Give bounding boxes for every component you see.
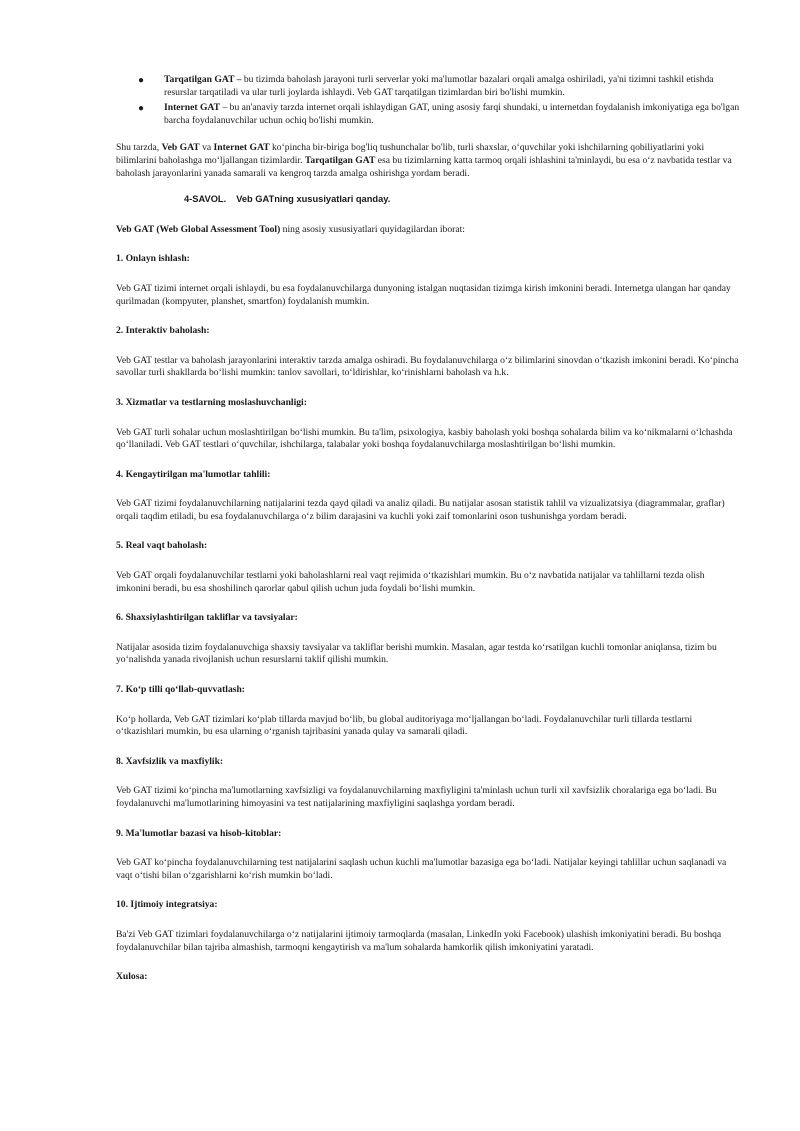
section-body: Ba'zi Veb GAT tizimlari foydalanuvchilarga o‘z natijalarini ijtimoiy tarmoqlarda (masalan, LinkedIn yoki Facebook) ulashish imkoniyatini beradi. Bu boshqa foydalanuvchilar bilan tajriba almashish, tarmoqni kengaytirish va ma'lum sohalarda hamkorlik qilish imkoniyatini yaratadi. (116, 928, 722, 953)
summary-bold: Internet GAT (213, 142, 270, 154)
section-heading: 1. Onlayn ishlash: (116, 253, 190, 265)
definition-term: Internet GAT (164, 102, 221, 114)
section-body: Veb GAT orqali foydalanuvchilar testlarni yoki baholashlarni real vaqt rejimida o‘tkazishlari mumkin. Bu o‘z navbatida natijalar va tahlillarni tezda olish imkonini beradi, bu esa shoshilinch qarorlar qabul qilish uchun juda foydali bo‘lishi mumkin. (116, 570, 705, 594)
section-body: Veb GAT tizimi ko‘pincha ma'lumotlarning xavfsizligi va foydalanuvchilarning maxfiyligini ta'minlash uchun turli xil xavfsizlik choralariga ega bo‘ladi. Bu foydalanuvchi ma'lumotlarining himoyasini va test natijalarining maxfiyligini saqlashga yordam beradi. (116, 785, 717, 809)
summary-bold: Tarqatilgan GAT (304, 154, 376, 166)
section-body: Veb GAT tizimi internet orqali ishlaydi, bu esa foydalanuvchilarga dunyoning istalgan nuqtasidan tizimga kirish imkonini beradi. Internetga ulangan har qanday qurilmadan (kompyuter, planshet, smartfon) foydalanish mumkin. (116, 282, 731, 307)
intro-paragraph (116, 224, 740, 237)
section-heading: 4. Kengaytirilgan ma'lumotlar tahlili: (116, 468, 271, 480)
summary-text: Shu tarzda, (116, 142, 162, 154)
bullet-icon: ● (138, 75, 145, 86)
summary-text: va (199, 142, 214, 154)
section-body: Veb GAT testlar va baholash jarayonlarini interaktiv tarzda amalga oshiradi. Bu foydalanuvchilarga o‘z bilimlarini sinovdan o‘tkazish imkonini beradi. Ko‘pincha savollar turli shakllarda bo‘lishi mumkin: tanlov savollari, to‘ldirishlar, ko‘rinishlarni baholash va h.k. (116, 354, 739, 379)
section-heading: 9. Ma'lumotlar bazasi va hisob-kitoblar: (116, 827, 282, 839)
section-heading: 6. Shaxsiylashtirilgan takliflar va tavsiyalar: (116, 612, 298, 624)
question-heading (184, 193, 740, 206)
summary-text: esa bu tizimlarning katta tarmoq orqali ishlashini ta'minlaydi, bu esa o‘z navbatida testlar va baholash jarayonlarini yanada samarali va kengroq tarzda amalga oshirishga yordam beradi. (116, 154, 732, 179)
section-heading: 2. Interaktiv baholash: (116, 325, 210, 337)
section-body: Ko‘p hollarda, Veb GAT tizimlari ko‘plab tillarda mavjud bo‘lib, bu global auditoriyaga mo‘ljallangan bo‘ladi. Foydalanuvchilar turli tillarda testlarni o‘tkazishlari mumkin, bu esa ularning o‘rganish tajribasini yanada qulay va samarali qiladi. (116, 713, 693, 738)
section-heading: 10. Ijtimoiy integratsiya: (116, 899, 218, 911)
summary-paragraph (116, 142, 740, 180)
intro-text: ning asosiy xususiyatlari quyidagilardan iborat: (280, 223, 465, 235)
summary-bold: Veb GAT (161, 142, 200, 154)
section-heading: 5. Real vaqt baholash: (116, 540, 208, 552)
conclusion-heading: Xulosa: (116, 971, 148, 983)
section-heading: 7. Ko‘p tilli qo‘llab-quvvatlash: (116, 684, 246, 696)
bullet-icon: ● (138, 103, 145, 115)
section-body: Veb GAT ko‘pincha foydalanuvchilarning test natijalarini saqlash uchun kuchli ma'lumotlar bazasiga ega bo‘ladi. Natijalar keyingi tahlillar uchun saqlanadi va vaqt o‘tishi bilan o‘zgarishlarni ko‘rish mumkin bo‘ladi. (116, 857, 727, 881)
summary-text: ko‘pincha bir-biriga bog'liq tushunchalar bo'lib, turli shaxslar, o‘quvchilar yoki ishchilarning qobiliyatlarini yoki bilimlarini baholashga mo‘ljallangan tizimlardir. (116, 142, 705, 166)
question-number: 4-SAVOL. (184, 194, 227, 205)
question-title: Veb GATning xususiyatlari qanday. (236, 194, 391, 205)
definition-term: Tarqatilgan GAT – (164, 74, 242, 85)
section-body: Veb GAT tizimi foydalanuvchilarning natijalarini tezda qayd qiladi va analiz qiladi. Bu natijalar asosan statistik tahlil va vizualizatsiya (diagrammalar, graflar) orqali taqdim etiladi, bu esa foydalanuvchilarga o‘z bilim darajasini va kuchli yoki zaif tomonlarini oson tushunishga yordam beradi. (116, 498, 725, 522)
list-item (116, 102, 740, 127)
list-item (116, 74, 740, 99)
section-body: Veb GAT turli sohalar uchun moslashtirilgan bo‘lishi mumkin. Bu ta'lim, psixologiya, kasbiy baholash yoki boshqa sohalarda bilim va ko‘nikmalarni o‘lchashda qo‘llaniladi. Veb GAT testlari o‘quvchilar, ishchilarga, talabalar yoki boshqa foydalanuvchilarga moslashtirilgan bo‘lishi mumkin. (116, 426, 733, 451)
section-heading: 8. Xavfsizlik va maxfiylik: (116, 755, 224, 767)
definition-text: bu tizimda baholash jarayoni turli serverlar yoki ma'lumotlar bazalari orqali amalga oshiriladi, ya'ni tizimni tashkil etishda resurslar tarqatiladi va ular turli joylarda ishlaydi. Veb GAT tarqatilgan tizimlardan biri bo'lishi mumkin. (164, 74, 714, 98)
definition-text: – bu an'anaviy tarzda internet orqali ishlaydigan GAT, uning asosiy farqi shundaki, u internetdan foydalanish imkoniyatiga ega bo'lgan barcha foydalanuvchilar uchun ochiq bo'lishi mumkin. (164, 102, 740, 126)
intro-bold: Veb GAT (Web Global Assessment Tool) (116, 223, 281, 235)
definition-list (116, 74, 740, 127)
section-body: Natijalar asosida tizim foydalanuvchiga shaxsiy tavsiyalar va takliflar berishi mumkin. Masalan, agar testda ko‘rsatilgan kuchli tomonlar aniqlansa, tizim bu yo‘nalishda yanada rivojlanish uchun resurslarni taklif qilishi mumkin. (116, 641, 717, 666)
section-heading: 3. Xizmatlar va testlarning moslashuvchanligi: (116, 396, 307, 408)
